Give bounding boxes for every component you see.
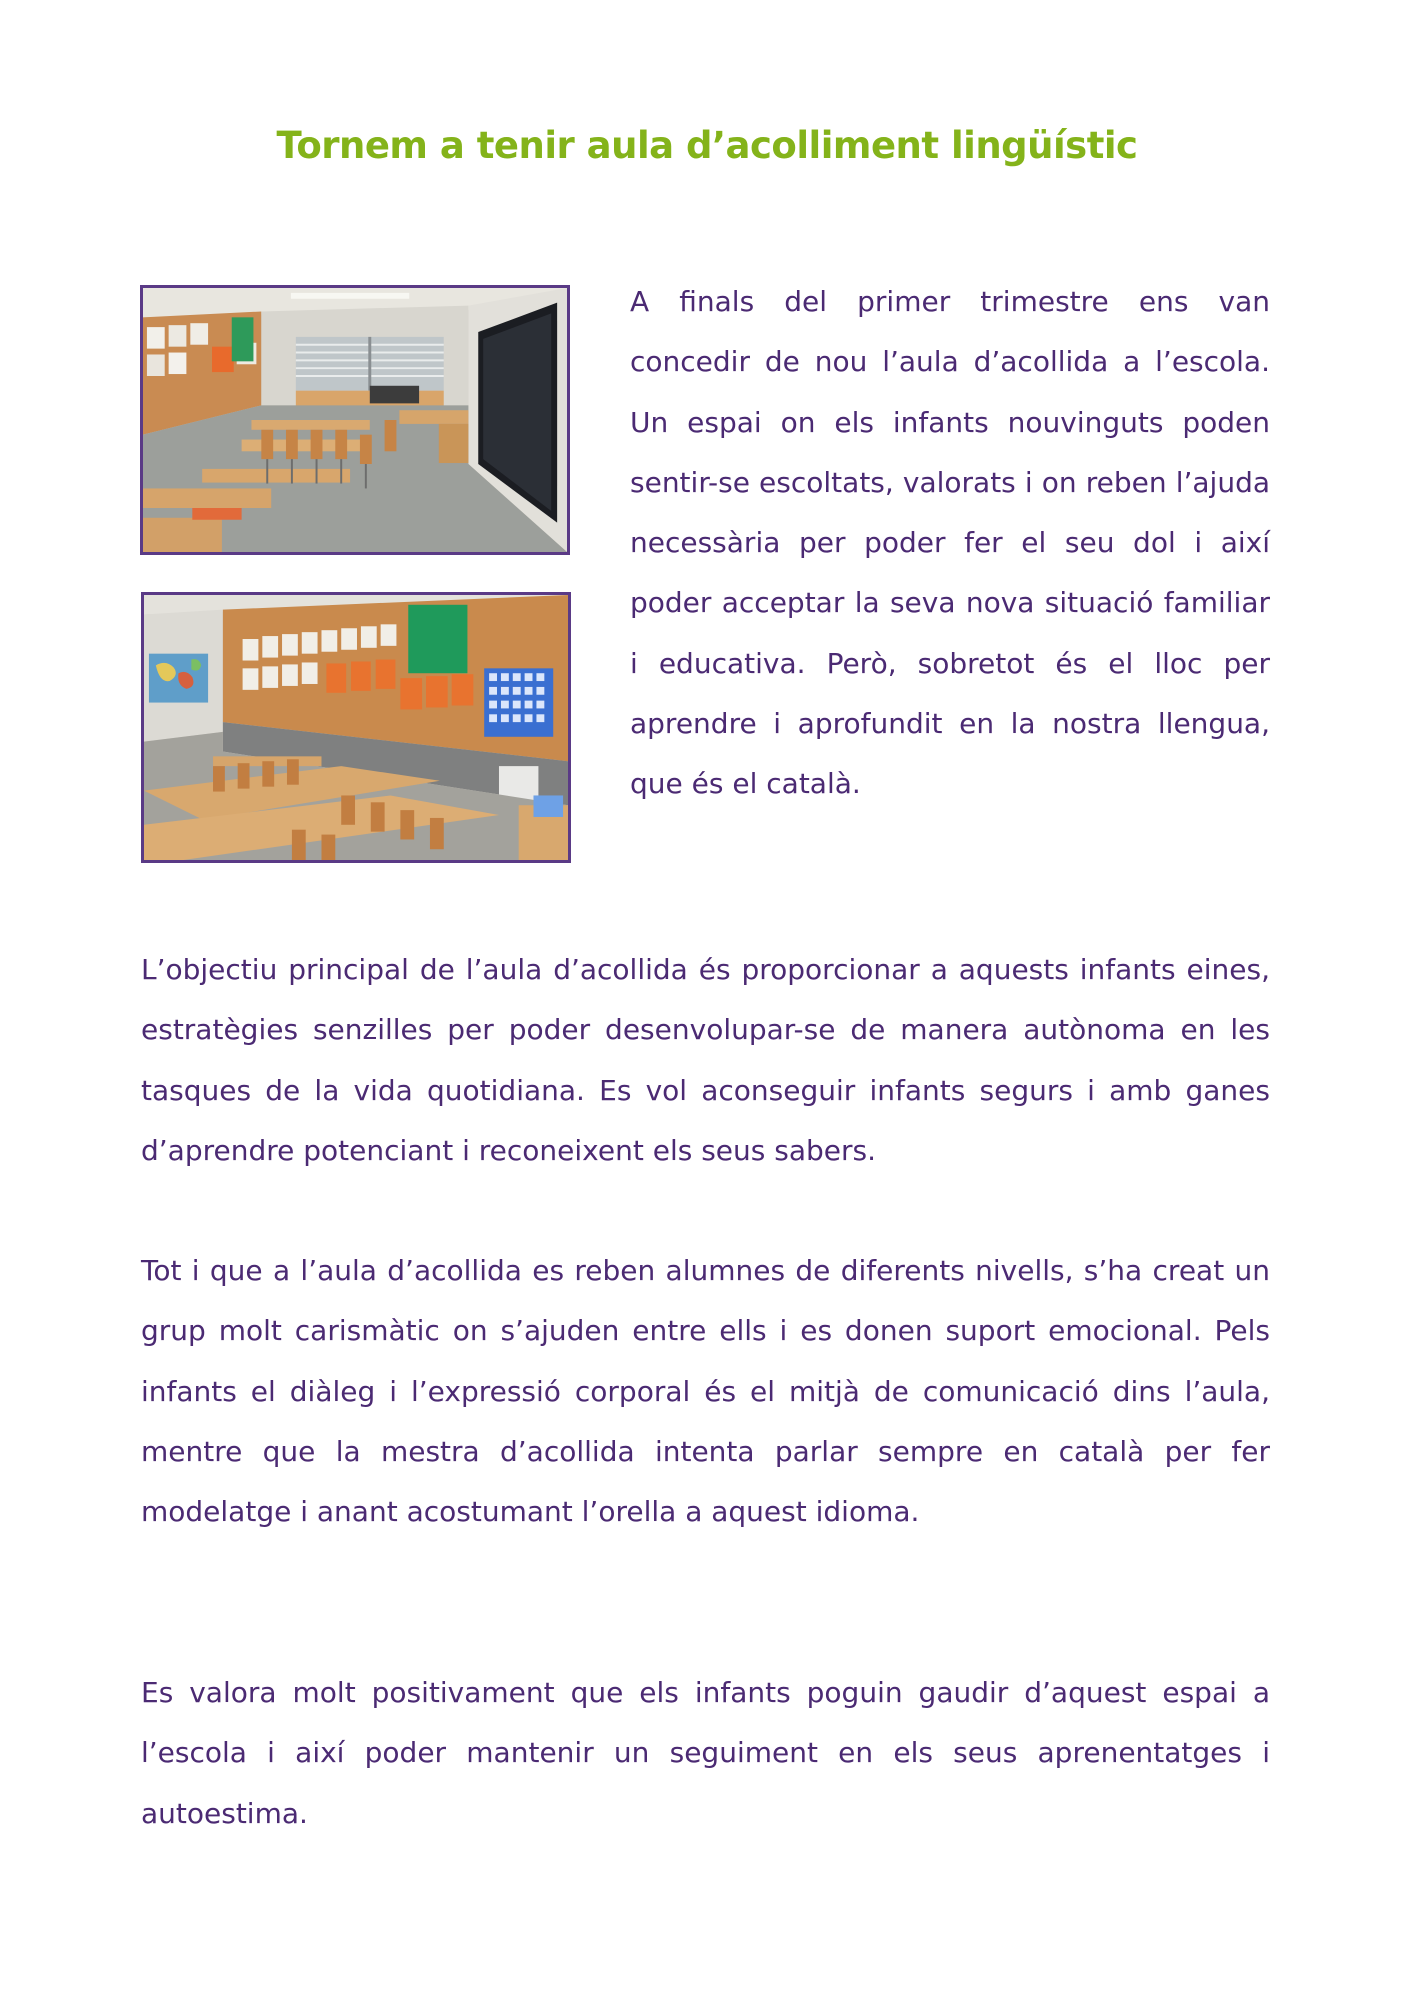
classroom-photo-window [140, 285, 570, 555]
paragraph-objective: L’objectiu principal de l’aula d’acollida és proporcionar a aquests infants eines, estratègies senzilles per poder desenvolupar-se de manera autònoma en les tasques de la vida quotidiana. Es vol aconseguir infants segurs i amb ganes d’aprendre potenciant i reconeixent els seus sabers. [141, 953, 1270, 1167]
paragraph-intro: A finals del primer trimestre ens van concedir de nou l’aula d’acollida a l’escola. Un espai on els infants nouvinguts poden sentir-se escoltats, valorats i on reben l’ajuda necessària per poder fer el seu dol i així poder acceptar la seva nova situació familiar i educativa. Però, sobretot és el lloc per aprendre i aprofundit en la nostra llengua, que és el català. [630, 285, 1270, 801]
classroom-photo-corkboard-image [144, 595, 568, 860]
paragraph-conclusion: Es valora molt positivament que els infants poguin gaudir d’aquest espai a l’escola i així poder mantenir un seguiment en els seus aprenentatges i autoestima. [141, 1676, 1270, 1830]
paragraph-group: Tot i que a l’aula d’acollida es reben alumnes de diferents nivells, s’ha creat un grup molt carismàtic on s’ajuden entre ells i es donen suport emocional. Pels infants el diàleg i l’expressió corporal és el mitjà de comunicació dins l’aula, mentre que la mestra d’acollida intenta parlar sempre en català per fer modelatge i anant acostumant l’orella a aquest idioma. [141, 1254, 1270, 1529]
page-title: Tornem a tenir aula d’acolliment lingüístic [276, 124, 1138, 167]
classroom-photo-window-image [143, 288, 567, 552]
classroom-photo-corkboard [141, 592, 571, 863]
